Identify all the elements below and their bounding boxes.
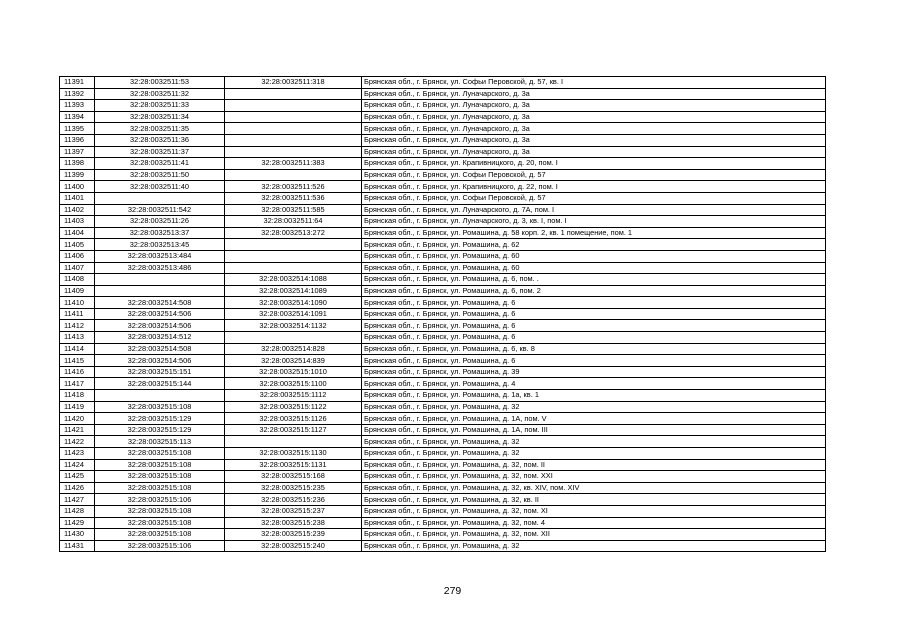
address-cell: Брянская обл., г. Брянск, ул. Ромашина, д. 32 bbox=[362, 401, 826, 413]
address-cell: Брянская обл., г. Брянск, ул. Ромашина, д. 32 bbox=[362, 448, 826, 460]
address-cell: Брянская обл., г. Брянск, ул. Луначарского, д. 3а bbox=[362, 100, 826, 112]
address-cell: Брянская обл., г. Брянск, ул. Луначарского, д. 3а bbox=[362, 146, 826, 158]
address-cell: Брянская обл., г. Брянск, ул. Крапивницкого, д. 22, пом. I bbox=[362, 181, 826, 193]
address-cell: Брянская обл., г. Брянск, ул. Ромашина, д. 6, пом. 2 bbox=[362, 285, 826, 297]
building-cadastral-number-cell: 32:28:0032515:1122 bbox=[225, 401, 362, 413]
land-cadastral-number-cell: 32:28:0032515:108 bbox=[95, 459, 225, 471]
building-cadastral-number-cell bbox=[225, 146, 362, 158]
table-row bbox=[60, 320, 826, 332]
table-row bbox=[60, 540, 826, 552]
building-cadastral-number-cell: 32:28:0032515:238 bbox=[225, 517, 362, 529]
land-cadastral-number-cell bbox=[95, 285, 225, 297]
table-row bbox=[60, 216, 826, 228]
table-row bbox=[60, 169, 826, 181]
table-row bbox=[60, 308, 826, 320]
address-cell: Брянская обл., г. Брянск, ул. Ромашина, д. 1А, пом. III bbox=[362, 424, 826, 436]
building-cadastral-number-cell bbox=[225, 134, 362, 146]
building-cadastral-number-cell: 32:28:0032514:1132 bbox=[225, 320, 362, 332]
address-cell: Брянская обл., г. Брянск, ул. Ромашина, д. 60 bbox=[362, 250, 826, 262]
building-cadastral-number-cell: 32:28:0032511:318 bbox=[225, 77, 362, 89]
building-cadastral-number-cell bbox=[225, 262, 362, 274]
building-cadastral-number-cell: 32:28:0032515:236 bbox=[225, 494, 362, 506]
address-cell: Брянская обл., г. Брянск, ул. Ромашина, д. 60 bbox=[362, 262, 826, 274]
record-number-cell: 11424 bbox=[60, 459, 95, 471]
table-row bbox=[60, 332, 826, 344]
land-cadastral-number-cell: 32:28:0032515:144 bbox=[95, 378, 225, 390]
building-cadastral-number-cell: 32:28:0032515:237 bbox=[225, 505, 362, 517]
address-cell: Брянская обл., г. Брянск, ул. Ромашина, д. 6 bbox=[362, 297, 826, 309]
table-row bbox=[60, 505, 826, 517]
table-row bbox=[60, 390, 826, 402]
record-number-cell: 11431 bbox=[60, 540, 95, 552]
address-cell: Брянская обл., г. Брянск, ул. Ромашина, д. 32, пом. 4 bbox=[362, 517, 826, 529]
record-number-cell: 11417 bbox=[60, 378, 95, 390]
registry-table-body bbox=[60, 77, 826, 552]
record-number-cell: 11423 bbox=[60, 448, 95, 460]
record-number-cell: 11404 bbox=[60, 227, 95, 239]
record-number-cell: 11420 bbox=[60, 413, 95, 425]
address-cell: Брянская обл., г. Брянск, ул. Ромашина, д. 32 bbox=[362, 540, 826, 552]
land-cadastral-number-cell: 32:28:0032515:151 bbox=[95, 366, 225, 378]
table-row bbox=[60, 111, 826, 123]
table-row bbox=[60, 134, 826, 146]
address-cell: Брянская обл., г. Брянск, ул. Ромашина, д. 32, пом. II bbox=[362, 459, 826, 471]
record-number-cell: 11407 bbox=[60, 262, 95, 274]
land-cadastral-number-cell: 32:28:0032515:108 bbox=[95, 517, 225, 529]
registry-table bbox=[59, 76, 826, 552]
table-row bbox=[60, 448, 826, 460]
building-cadastral-number-cell: 32:28:0032515:1130 bbox=[225, 448, 362, 460]
table-row bbox=[60, 424, 826, 436]
building-cadastral-number-cell: 32:28:0032511:536 bbox=[225, 192, 362, 204]
address-cell: Брянская обл., г. Брянск, ул. Ромашина, д. 6 bbox=[362, 308, 826, 320]
record-number-cell: 11409 bbox=[60, 285, 95, 297]
land-cadastral-number-cell: 32:28:0032515:108 bbox=[95, 505, 225, 517]
record-number-cell: 11410 bbox=[60, 297, 95, 309]
building-cadastral-number-cell: 32:28:0032514:839 bbox=[225, 355, 362, 367]
building-cadastral-number-cell: 32:28:0032513:272 bbox=[225, 227, 362, 239]
table-row bbox=[60, 355, 826, 367]
record-number-cell: 11399 bbox=[60, 169, 95, 181]
land-cadastral-number-cell: 32:28:0032511:33 bbox=[95, 100, 225, 112]
address-cell: Брянская обл., г. Брянск, ул. Луначарского, д. 3, кв. I, пом. I bbox=[362, 216, 826, 228]
land-cadastral-number-cell: 32:28:0032514:508 bbox=[95, 343, 225, 355]
table-row bbox=[60, 181, 826, 193]
land-cadastral-number-cell: 32:28:0032511:26 bbox=[95, 216, 225, 228]
record-number-cell: 11412 bbox=[60, 320, 95, 332]
address-cell: Брянская обл., г. Брянск, ул. Луначарского, д. 3а bbox=[362, 134, 826, 146]
record-number-cell: 11421 bbox=[60, 424, 95, 436]
table-row bbox=[60, 239, 826, 251]
address-cell: Брянская обл., г. Брянск, ул. Ромашина, д. 32, пом. XXI bbox=[362, 471, 826, 483]
building-cadastral-number-cell: 32:28:0032515:1127 bbox=[225, 424, 362, 436]
land-cadastral-number-cell: 32:28:0032515:108 bbox=[95, 448, 225, 460]
address-cell: Брянская обл., г. Брянск, ул. Ромашина, д. 6, пом. . bbox=[362, 274, 826, 286]
table-row bbox=[60, 88, 826, 100]
table-row bbox=[60, 366, 826, 378]
record-number-cell: 11392 bbox=[60, 88, 95, 100]
building-cadastral-number-cell bbox=[225, 169, 362, 181]
table-row bbox=[60, 77, 826, 89]
land-cadastral-number-cell: 32:28:0032511:35 bbox=[95, 123, 225, 135]
address-cell: Брянская обл., г. Брянск, ул. Ромашина, д. 32, кв. XIV, пом. XIV bbox=[362, 482, 826, 494]
land-cadastral-number-cell: 32:28:0032515:113 bbox=[95, 436, 225, 448]
record-number-cell: 11394 bbox=[60, 111, 95, 123]
address-cell: Брянская обл., г. Брянск, ул. Ромашина, д. 6 bbox=[362, 332, 826, 344]
record-number-cell: 11415 bbox=[60, 355, 95, 367]
address-cell: Брянская обл., г. Брянск, ул. Ромашина, д. 6, кв. 8 bbox=[362, 343, 826, 355]
record-number-cell: 11427 bbox=[60, 494, 95, 506]
building-cadastral-number-cell: 32:28:0032514:1090 bbox=[225, 297, 362, 309]
building-cadastral-number-cell bbox=[225, 100, 362, 112]
land-cadastral-number-cell: 32:28:0032514:506 bbox=[95, 320, 225, 332]
building-cadastral-number-cell: 32:28:0032515:1112 bbox=[225, 390, 362, 402]
building-cadastral-number-cell: 32:28:0032515:1010 bbox=[225, 366, 362, 378]
address-cell: Брянская обл., г. Брянск, ул. Крапивницкого, д. 20, пом. I bbox=[362, 158, 826, 170]
record-number-cell: 11391 bbox=[60, 77, 95, 89]
building-cadastral-number-cell: 32:28:0032511:64 bbox=[225, 216, 362, 228]
table-row bbox=[60, 204, 826, 216]
table-row bbox=[60, 413, 826, 425]
land-cadastral-number-cell: 32:28:0032515:108 bbox=[95, 401, 225, 413]
building-cadastral-number-cell bbox=[225, 239, 362, 251]
table-row bbox=[60, 482, 826, 494]
record-number-cell: 11402 bbox=[60, 204, 95, 216]
building-cadastral-number-cell: 32:28:0032511:585 bbox=[225, 204, 362, 216]
land-cadastral-number-cell: 32:28:0032515:106 bbox=[95, 540, 225, 552]
building-cadastral-number-cell bbox=[225, 111, 362, 123]
building-cadastral-number-cell: 32:28:0032515:235 bbox=[225, 482, 362, 494]
land-cadastral-number-cell: 32:28:0032515:106 bbox=[95, 494, 225, 506]
table-row bbox=[60, 517, 826, 529]
record-number-cell: 11411 bbox=[60, 308, 95, 320]
address-cell: Брянская обл., г. Брянск, ул. Ромашина, д. 6 bbox=[362, 320, 826, 332]
table-row bbox=[60, 192, 826, 204]
building-cadastral-number-cell: 32:28:0032515:1100 bbox=[225, 378, 362, 390]
table-row bbox=[60, 158, 826, 170]
building-cadastral-number-cell bbox=[225, 436, 362, 448]
building-cadastral-number-cell: 32:28:0032514:828 bbox=[225, 343, 362, 355]
table-row bbox=[60, 436, 826, 448]
address-cell: Брянская обл., г. Брянск, ул. Ромашина, д. 1а, кв. 1 bbox=[362, 390, 826, 402]
record-number-cell: 11406 bbox=[60, 250, 95, 262]
address-cell: Брянская обл., г. Брянск, ул. Ромашина, д. 39 bbox=[362, 366, 826, 378]
table-row bbox=[60, 100, 826, 112]
building-cadastral-number-cell: 32:28:0032511:526 bbox=[225, 181, 362, 193]
building-cadastral-number-cell bbox=[225, 250, 362, 262]
land-cadastral-number-cell bbox=[95, 390, 225, 402]
land-cadastral-number-cell: 32:28:0032515:129 bbox=[95, 424, 225, 436]
building-cadastral-number-cell: 32:28:0032515:240 bbox=[225, 540, 362, 552]
table-row bbox=[60, 378, 826, 390]
table-row bbox=[60, 401, 826, 413]
record-number-cell: 11393 bbox=[60, 100, 95, 112]
record-number-cell: 11403 bbox=[60, 216, 95, 228]
address-cell: Брянская обл., г. Брянск, ул. Луначарского, д. 3а bbox=[362, 123, 826, 135]
land-cadastral-number-cell: 32:28:0032511:34 bbox=[95, 111, 225, 123]
address-cell: Брянская обл., г. Брянск, ул. Софьи Перовской, д. 57, кв. I bbox=[362, 77, 826, 89]
address-cell: Брянская обл., г. Брянск, ул. Луначарского, д. 3а bbox=[362, 88, 826, 100]
land-cadastral-number-cell: 32:28:0032511:53 bbox=[95, 77, 225, 89]
record-number-cell: 11401 bbox=[60, 192, 95, 204]
land-cadastral-number-cell bbox=[95, 192, 225, 204]
record-number-cell: 11428 bbox=[60, 505, 95, 517]
record-number-cell: 11397 bbox=[60, 146, 95, 158]
table-row bbox=[60, 250, 826, 262]
address-cell: Брянская обл., г. Брянск, ул. Ромашина, д. 32, пом. XII bbox=[362, 529, 826, 541]
land-cadastral-number-cell: 32:28:0032511:41 bbox=[95, 158, 225, 170]
address-cell: Брянская обл., г. Брянск, ул. Ромашина, д. 1А, пом. V bbox=[362, 413, 826, 425]
record-number-cell: 11414 bbox=[60, 343, 95, 355]
record-number-cell: 11416 bbox=[60, 366, 95, 378]
address-cell: Брянская обл., г. Брянск, ул. Луначарского, д. 7А, пом. I bbox=[362, 204, 826, 216]
building-cadastral-number-cell: 32:28:0032514:1091 bbox=[225, 308, 362, 320]
address-cell: Брянская обл., г. Брянск, ул. Софьи Перовской, д. 57 bbox=[362, 169, 826, 181]
address-cell: Брянская обл., г. Брянск, ул. Ромашина, д. 58 корп. 2, кв. 1 помещение, пом. 1 bbox=[362, 227, 826, 239]
land-cadastral-number-cell: 32:28:0032514:512 bbox=[95, 332, 225, 344]
building-cadastral-number-cell: 32:28:0032515:1126 bbox=[225, 413, 362, 425]
table-row bbox=[60, 262, 826, 274]
table-row bbox=[60, 471, 826, 483]
land-cadastral-number-cell: 32:28:0032515:108 bbox=[95, 529, 225, 541]
record-number-cell: 11408 bbox=[60, 274, 95, 286]
table-row bbox=[60, 274, 826, 286]
record-number-cell: 11413 bbox=[60, 332, 95, 344]
land-cadastral-number-cell: 32:28:0032511:50 bbox=[95, 169, 225, 181]
table-row bbox=[60, 297, 826, 309]
address-cell: Брянская обл., г. Брянск, ул. Софьи Перовской, д. 57 bbox=[362, 192, 826, 204]
building-cadastral-number-cell bbox=[225, 332, 362, 344]
land-cadastral-number-cell: 32:28:0032514:506 bbox=[95, 308, 225, 320]
land-cadastral-number-cell: 32:28:0032514:508 bbox=[95, 297, 225, 309]
address-cell: Брянская обл., г. Брянск, ул. Ромашина, д. 32, пом. XI bbox=[362, 505, 826, 517]
building-cadastral-number-cell: 32:28:0032511:383 bbox=[225, 158, 362, 170]
record-number-cell: 11400 bbox=[60, 181, 95, 193]
address-cell: Брянская обл., г. Брянск, ул. Ромашина, д. 6 bbox=[362, 355, 826, 367]
table-row bbox=[60, 494, 826, 506]
building-cadastral-number-cell bbox=[225, 88, 362, 100]
record-number-cell: 11419 bbox=[60, 401, 95, 413]
record-number-cell: 11430 bbox=[60, 529, 95, 541]
building-cadastral-number-cell: 32:28:0032515:1131 bbox=[225, 459, 362, 471]
building-cadastral-number-cell: 32:28:0032515:239 bbox=[225, 529, 362, 541]
land-cadastral-number-cell: 32:28:0032514:506 bbox=[95, 355, 225, 367]
building-cadastral-number-cell: 32:28:0032514:1089 bbox=[225, 285, 362, 297]
land-cadastral-number-cell: 32:28:0032511:32 bbox=[95, 88, 225, 100]
land-cadastral-number-cell: 32:28:0032513:45 bbox=[95, 239, 225, 251]
land-cadastral-number-cell: 32:28:0032515:129 bbox=[95, 413, 225, 425]
land-cadastral-number-cell bbox=[95, 274, 225, 286]
land-cadastral-number-cell: 32:28:0032513:484 bbox=[95, 250, 225, 262]
address-cell: Брянская обл., г. Брянск, ул. Ромашина, д. 4 bbox=[362, 378, 826, 390]
land-cadastral-number-cell: 32:28:0032511:40 bbox=[95, 181, 225, 193]
land-cadastral-number-cell: 32:28:0032515:108 bbox=[95, 471, 225, 483]
land-cadastral-number-cell: 32:28:0032511:37 bbox=[95, 146, 225, 158]
record-number-cell: 11418 bbox=[60, 390, 95, 402]
land-cadastral-number-cell: 32:28:0032511:36 bbox=[95, 134, 225, 146]
land-cadastral-number-cell: 32:28:0032515:108 bbox=[95, 482, 225, 494]
address-cell: Брянская обл., г. Брянск, ул. Ромашина, д. 32, кв. II bbox=[362, 494, 826, 506]
record-number-cell: 11395 bbox=[60, 123, 95, 135]
table-row bbox=[60, 529, 826, 541]
record-number-cell: 11396 bbox=[60, 134, 95, 146]
record-number-cell: 11425 bbox=[60, 471, 95, 483]
page-number: 279 bbox=[443, 585, 462, 597]
address-cell: Брянская обл., г. Брянск, ул. Ромашина, д. 32 bbox=[362, 436, 826, 448]
building-cadastral-number-cell: 32:28:0032515:168 bbox=[225, 471, 362, 483]
table-row bbox=[60, 459, 826, 471]
land-cadastral-number-cell: 32:28:0032513:37 bbox=[95, 227, 225, 239]
table-row bbox=[60, 343, 826, 355]
table-row bbox=[60, 285, 826, 297]
record-number-cell: 11405 bbox=[60, 239, 95, 251]
record-number-cell: 11429 bbox=[60, 517, 95, 529]
table-row bbox=[60, 146, 826, 158]
table-row bbox=[60, 227, 826, 239]
record-number-cell: 11426 bbox=[60, 482, 95, 494]
building-cadastral-number-cell bbox=[225, 123, 362, 135]
table-row bbox=[60, 123, 826, 135]
address-cell: Брянская обл., г. Брянск, ул. Луначарского, д. 3а bbox=[362, 111, 826, 123]
record-number-cell: 11422 bbox=[60, 436, 95, 448]
land-cadastral-number-cell: 32:28:0032511:542 bbox=[95, 204, 225, 216]
building-cadastral-number-cell: 32:28:0032514:1088 bbox=[225, 274, 362, 286]
address-cell: Брянская обл., г. Брянск, ул. Ромашина, д. 62 bbox=[362, 239, 826, 251]
land-cadastral-number-cell: 32:28:0032513:486 bbox=[95, 262, 225, 274]
record-number-cell: 11398 bbox=[60, 158, 95, 170]
